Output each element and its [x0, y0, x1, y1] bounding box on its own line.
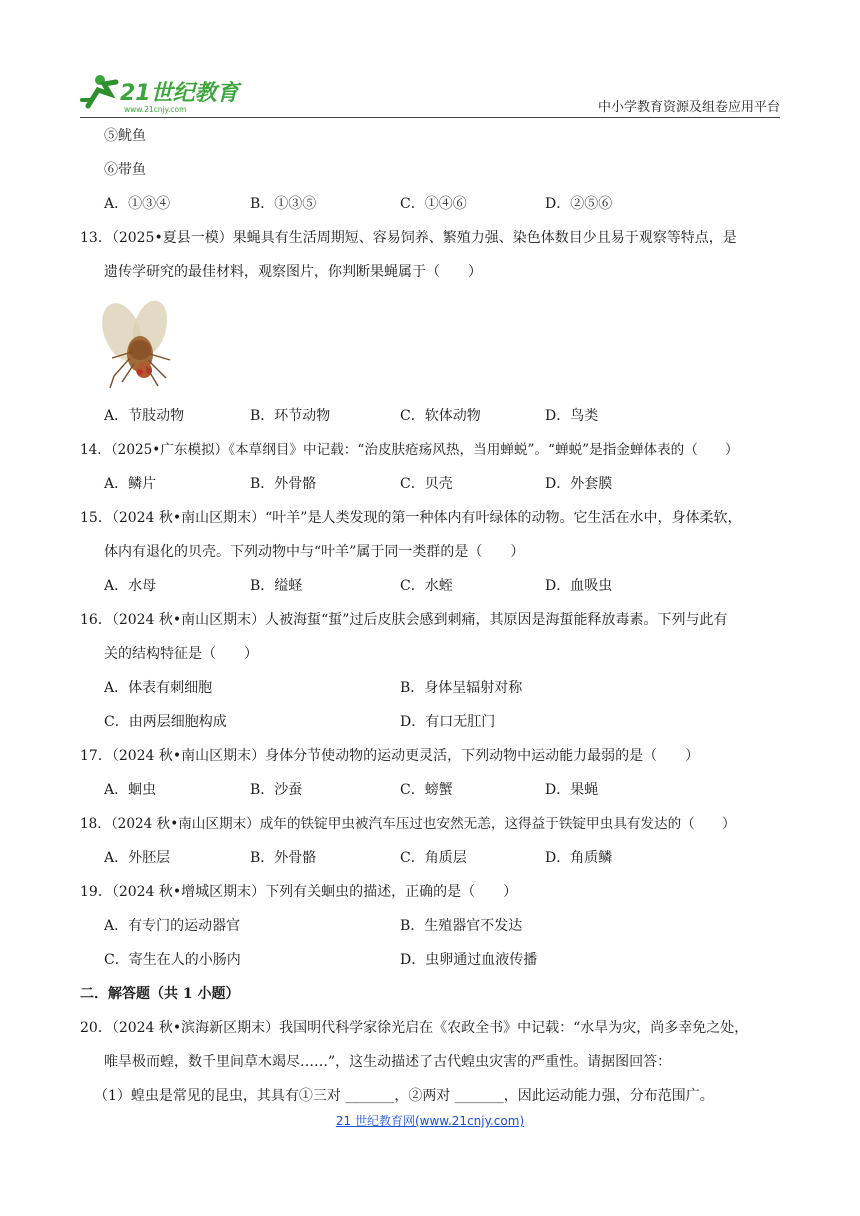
- q13-option-d: D．鸟类: [545, 408, 599, 424]
- q13-option-c: C．软体动物: [400, 408, 481, 424]
- q19-option-a: A．有专门的运动器官: [104, 918, 241, 934]
- q12-item-6: ⑥带鱼: [104, 162, 146, 178]
- q15-stem-1: 15．（2024 秋•南山区期末）“叶羊”是人类发现的第一种体内有叶绿体的动物。它生活在水中，身体柔软，: [80, 510, 742, 526]
- platform-title: 中小学教育资源及组卷应用平台: [597, 100, 780, 115]
- q16-option-a: A．体表有刺细胞: [104, 680, 213, 696]
- q19-option-b: B．生殖器官不发达: [400, 918, 523, 934]
- q20-stem-2: 唯旱极而蝗，数千里间草木竭尽……”，这生动描述了古代蝗虫灾害的严重性。请据图回答：: [104, 1054, 672, 1070]
- q12-item-5: ⑤鱿鱼: [104, 128, 146, 144]
- q15-option-b: B．缢蛏: [250, 578, 303, 594]
- svg-text:21世纪教育: 21世纪教育: [120, 81, 239, 106]
- q12-option-b: B．①③⑤: [250, 196, 317, 212]
- q14-stem-1: 14．（2025•广东模拟）《本草纲目》中记载：“治皮肤疮疡风热，当用蝉蜕”。“蝉蜕”是指金蝉体表的（ ）: [80, 442, 739, 458]
- q16-option-d: D．有口无肛门: [400, 714, 496, 730]
- section-heading: 二．解答题（共 1 小题）: [80, 986, 240, 1002]
- footer-link[interactable]: 21 世纪教育网(www.21cnjy.com): [335, 1114, 525, 1128]
- q12-option-c: C．①④⑥: [400, 196, 467, 212]
- q14-option-d: D．外套膜: [545, 476, 613, 492]
- q19-option-c: C．寄生在人的小肠内: [104, 952, 241, 968]
- q17-option-a: A．蛔虫: [104, 782, 157, 798]
- q16-stem-1: 16．（2024 秋•南山区期末）人被海蜇“蜇”过后皮肤会感到刺痛，其原因是海蜇能释放毒素。下列与此有: [80, 612, 728, 628]
- svg-text:www.21cnjy.com: www.21cnjy.com: [124, 105, 187, 114]
- q14-option-a: A．鳞片: [104, 476, 157, 492]
- page-footer: [0, 1112, 860, 1129]
- q16-option-b: B．身体呈辐射对称: [400, 680, 523, 696]
- logo-21cnjy: [80, 70, 250, 118]
- q16-option-c: C．由两层细胞构成: [104, 714, 227, 730]
- q13-option-b: B．环节动物: [250, 408, 331, 424]
- q15-option-a: A．水母: [104, 578, 157, 594]
- q17-stem-1: 17．（2024 秋•南山区期末）身体分节使动物的运动更灵活，下列动物中运动能力最弱的是（ ）: [80, 748, 700, 764]
- q18-option-a: A．外胚层: [104, 850, 171, 866]
- q14-option-b: B．外骨骼: [250, 476, 317, 492]
- q19-stem-1: 19．（2024 秋•增城区期末）下列有关蛔虫的描述，正确的是（ ）: [80, 884, 518, 900]
- q18-option-c: C．角质层: [400, 850, 467, 866]
- fruit-fly-image: [100, 298, 180, 390]
- page-header: [80, 66, 780, 118]
- q15-stem-2: 体内有退化的贝壳。下列动物中与“叶羊”属于同一类群的是（ ）: [104, 544, 525, 560]
- q16-stem-2: 关的结构特征是（ ）: [104, 646, 258, 662]
- q17-option-b: B．沙蚕: [250, 782, 303, 798]
- q15-option-d: D．血吸虫: [545, 578, 613, 594]
- q13-option-a: A．节肢动物: [104, 408, 185, 424]
- q17-option-c: C．螃蟹: [400, 782, 453, 798]
- q12-option-a: A．①③④: [104, 196, 171, 212]
- q20-stem-1: 20．（2024 秋•滨海新区期末）我国明代科学家徐光启在《农政全书》中记载：“水旱为灾，尚多幸免之处，: [80, 1020, 749, 1036]
- q14-option-c: C．贝壳: [400, 476, 453, 492]
- q12-option-d: D．②⑤⑥: [545, 196, 613, 212]
- q19-option-d: D．虫卵通过血液传播: [400, 952, 538, 968]
- q18-option-b: B．外骨骼: [250, 850, 317, 866]
- q20-sub-1: （1）蝗虫是常见的昆虫，其具有①三对 _______，②两对 _______，因此运动能力强，分布范围广。: [94, 1088, 714, 1104]
- q18-stem-1: 18．（2024 秋•南山区期末）成年的铁锭甲虫被汽车压过也安然无恙，这得益于铁锭甲虫具有发达的（ ）: [80, 816, 736, 832]
- q13-stem-1: 13．（2025•夏县一模）果蝇具有生活周期短、容易饲养、繁殖力强、染色体数目少且易于观察等特点，是: [80, 230, 737, 246]
- header-divider: [80, 117, 780, 118]
- q17-option-d: D．果蝇: [545, 782, 599, 798]
- q13-stem-2: 遗传学研究的最佳材料，观察图片，你判断果蝇属于（ ）: [104, 264, 482, 280]
- q15-option-c: C．水蛭: [400, 578, 453, 594]
- q18-option-d: D．角质鳞: [545, 850, 613, 866]
